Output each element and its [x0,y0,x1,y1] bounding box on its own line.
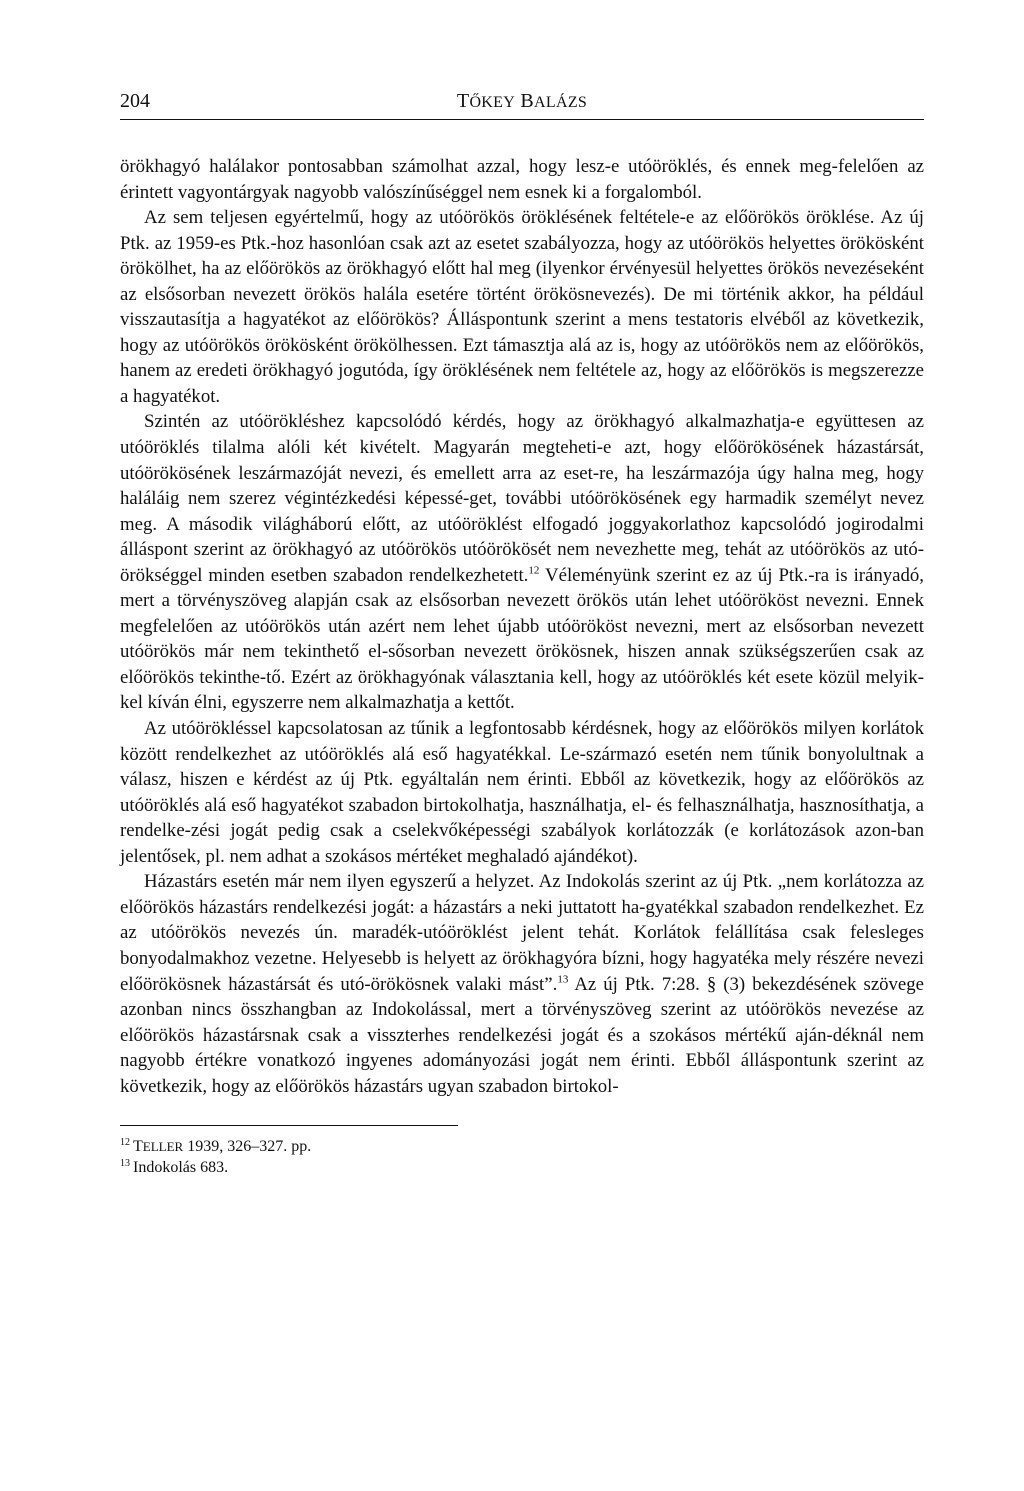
footnote-12: $^{12}$ TELLER 1939, 326–327. pp. [120,1136,312,1156]
paragraph-5: Házastárs esetén már nem ilyen egyszerű a helyzet. Az Indokolás szerint az új Ptk. „nem korlátozza az előörökös házastárs rendelkezési jogát: a házastárs a neki juttatott ha-gyatékkal szabadon rendelkezhet. Ez az utóörökös nevezés ún. maradék-utóöröklést jelent tehát. Korlátok felállítása csak felesleges bonyodalmakhoz vezetne. Helyesebb is helyett az örökhagyóra bízni, hogy hagyatéka mely részére nevezi előörökösnek házastársát és utó-örökösnek valaki mást”.$^{13}$ Az új Ptk. 7:28. § (3) bekezdésének szövege azonban nincs összhangban az Indokolással, mert a törvényszöveg szerint az utóörökös nevezése az előörökös házastársnak csak a visszterhes rendelkezési jogát és a szokásos mértékű aján-déknál nem nagyobb értékre vonatkozó ingyenes adományozási jogát nem érinti. Ebből álláspontunk szerint az következik, hogy az előörökös házastárs ugyan szabadon birtokol- [120,871,924,1097]
footnotes [120,1136,924,1178]
page-number: 204 [120,90,150,112]
page-header [120,84,924,118]
paragraph-4: Az utóörökléssel kapcsolatosan az tűnik a legfontosabb kérdésnek, hogy az előörökös milyen korlátok között rendelkezhet az utóöröklés alá eső hagyatékkal. Le-származó esetén nem tűnik bonyolultnak a válasz, hiszen e kérdést az új Ptk. egyáltalán nem érinti. Ebből az következik, hogy az előörökös az utóöröklés alá eső hagyatékot szabadon birtokolhatja, használhatja, el- és felhasználhatja, hasznosíthatja, a rendelke-zési jogát pedig csak a cselekvőképességi szabályok korlátozzák (e korlátozások azon-ban jelentősek, pl. nem adhat a szokásos mértéket meghaladó ajándékot). [120,718,924,867]
footnote-ref-13[interactable]: 13 [557,973,569,986]
footnote-rule [120,1125,458,1126]
paragraph-1: örökhagyó halálakor pontosabban számolhat azzal, hogy lesz-e utóöröklés, és ennek meg-felelően az érintett vagyontárgyak nagyobb valószínűséggel nem esnek ki a forgalomból. [120,156,924,203]
running-head: TŐKEY BALÁZS [456,90,588,112]
footnote-ref-12[interactable]: 12 [528,564,540,577]
paragraph-3: Szintén az utóörökléshez kapcsolódó kérdés, hogy az örökhagyó alkalmazhatja-e együttesen az utóöröklés tilalma alóli két kivételt. Magyarán megteheti-e azt, hogy előörökösének házastársát, utóörökösének leszármazóját nevezi, és emellett arra az eset-re, ha leszármazója úgy halna meg, hogy haláláig nem szerez végintézkedési képessé-get, további utóörökösének egy harmadik személyt nevez meg. A második világháború előtt, az utóöröklést elfogadó joggyakorlathoz kapcsolódó jogirodalmi álláspont szerint az örökhagyó az utóörökös utóörökösét nem nevezhette meg, tehát az utóörökös az utó-örökséggel minden esetben szabadon rendelkezhetett.$^{12}$ Véleményünk szerint ez az új Ptk.-ra is irányadó, mert a törvényszöveg alapján csak az elsősorban nevezett örökös után lehet utóörököst nevezni. Ennek megfelelően az utóörökös után azért nem lehet újabb utóörököst nevezni, mert az elsősorban nevezett utóörökös már nem tekinthető el-sősorban nevezett örökösnek, hiszen annak szükségszerűen csak az előörökös tekinthe-tő. Ezért az örökhagyónak választania kell, hogy az utóöröklés két esete közül melyik-kel kíván élni, egyszerre nem alkalmazhatja a kettőt. [120,411,924,714]
footnote-13: $^{13}$ Indokolás 683. [120,1157,229,1177]
book-page [120,84,924,1178]
paragraph-2: Az sem teljesen egyértelmű, hogy az utóörökös öröklésének feltétele-e az előörökös öröklése. Az új Ptk. az 1959-es Ptk.-hoz hasonlóan csak azt az esetet szabályozza, hogy az utóörökös helyettes örökösként örökölhet, ha az előörökös az örökhagyó előtt hal meg (ilyenkor érvényesül helyettes örökös nevezéseként az elsősorban nevezett örökös halála esetére történt örökösnevezés). De mi történik akkor, ha például visszautasítja a hagyatékot az előörökös? Álláspontunk szerint a mens testatoris elvéből az következik, hogy az utóörökös örökösként örökölhessen. Ezt támasztja alá az is, hogy az utóörökös nem az előörökös, hanem az eredeti örökhagyó jogutóda, így öröklésének nem feltétele az, hogy az előörökös is megszerezze a hagyatékot. [120,207,924,407]
body-text [120,154,924,1099]
